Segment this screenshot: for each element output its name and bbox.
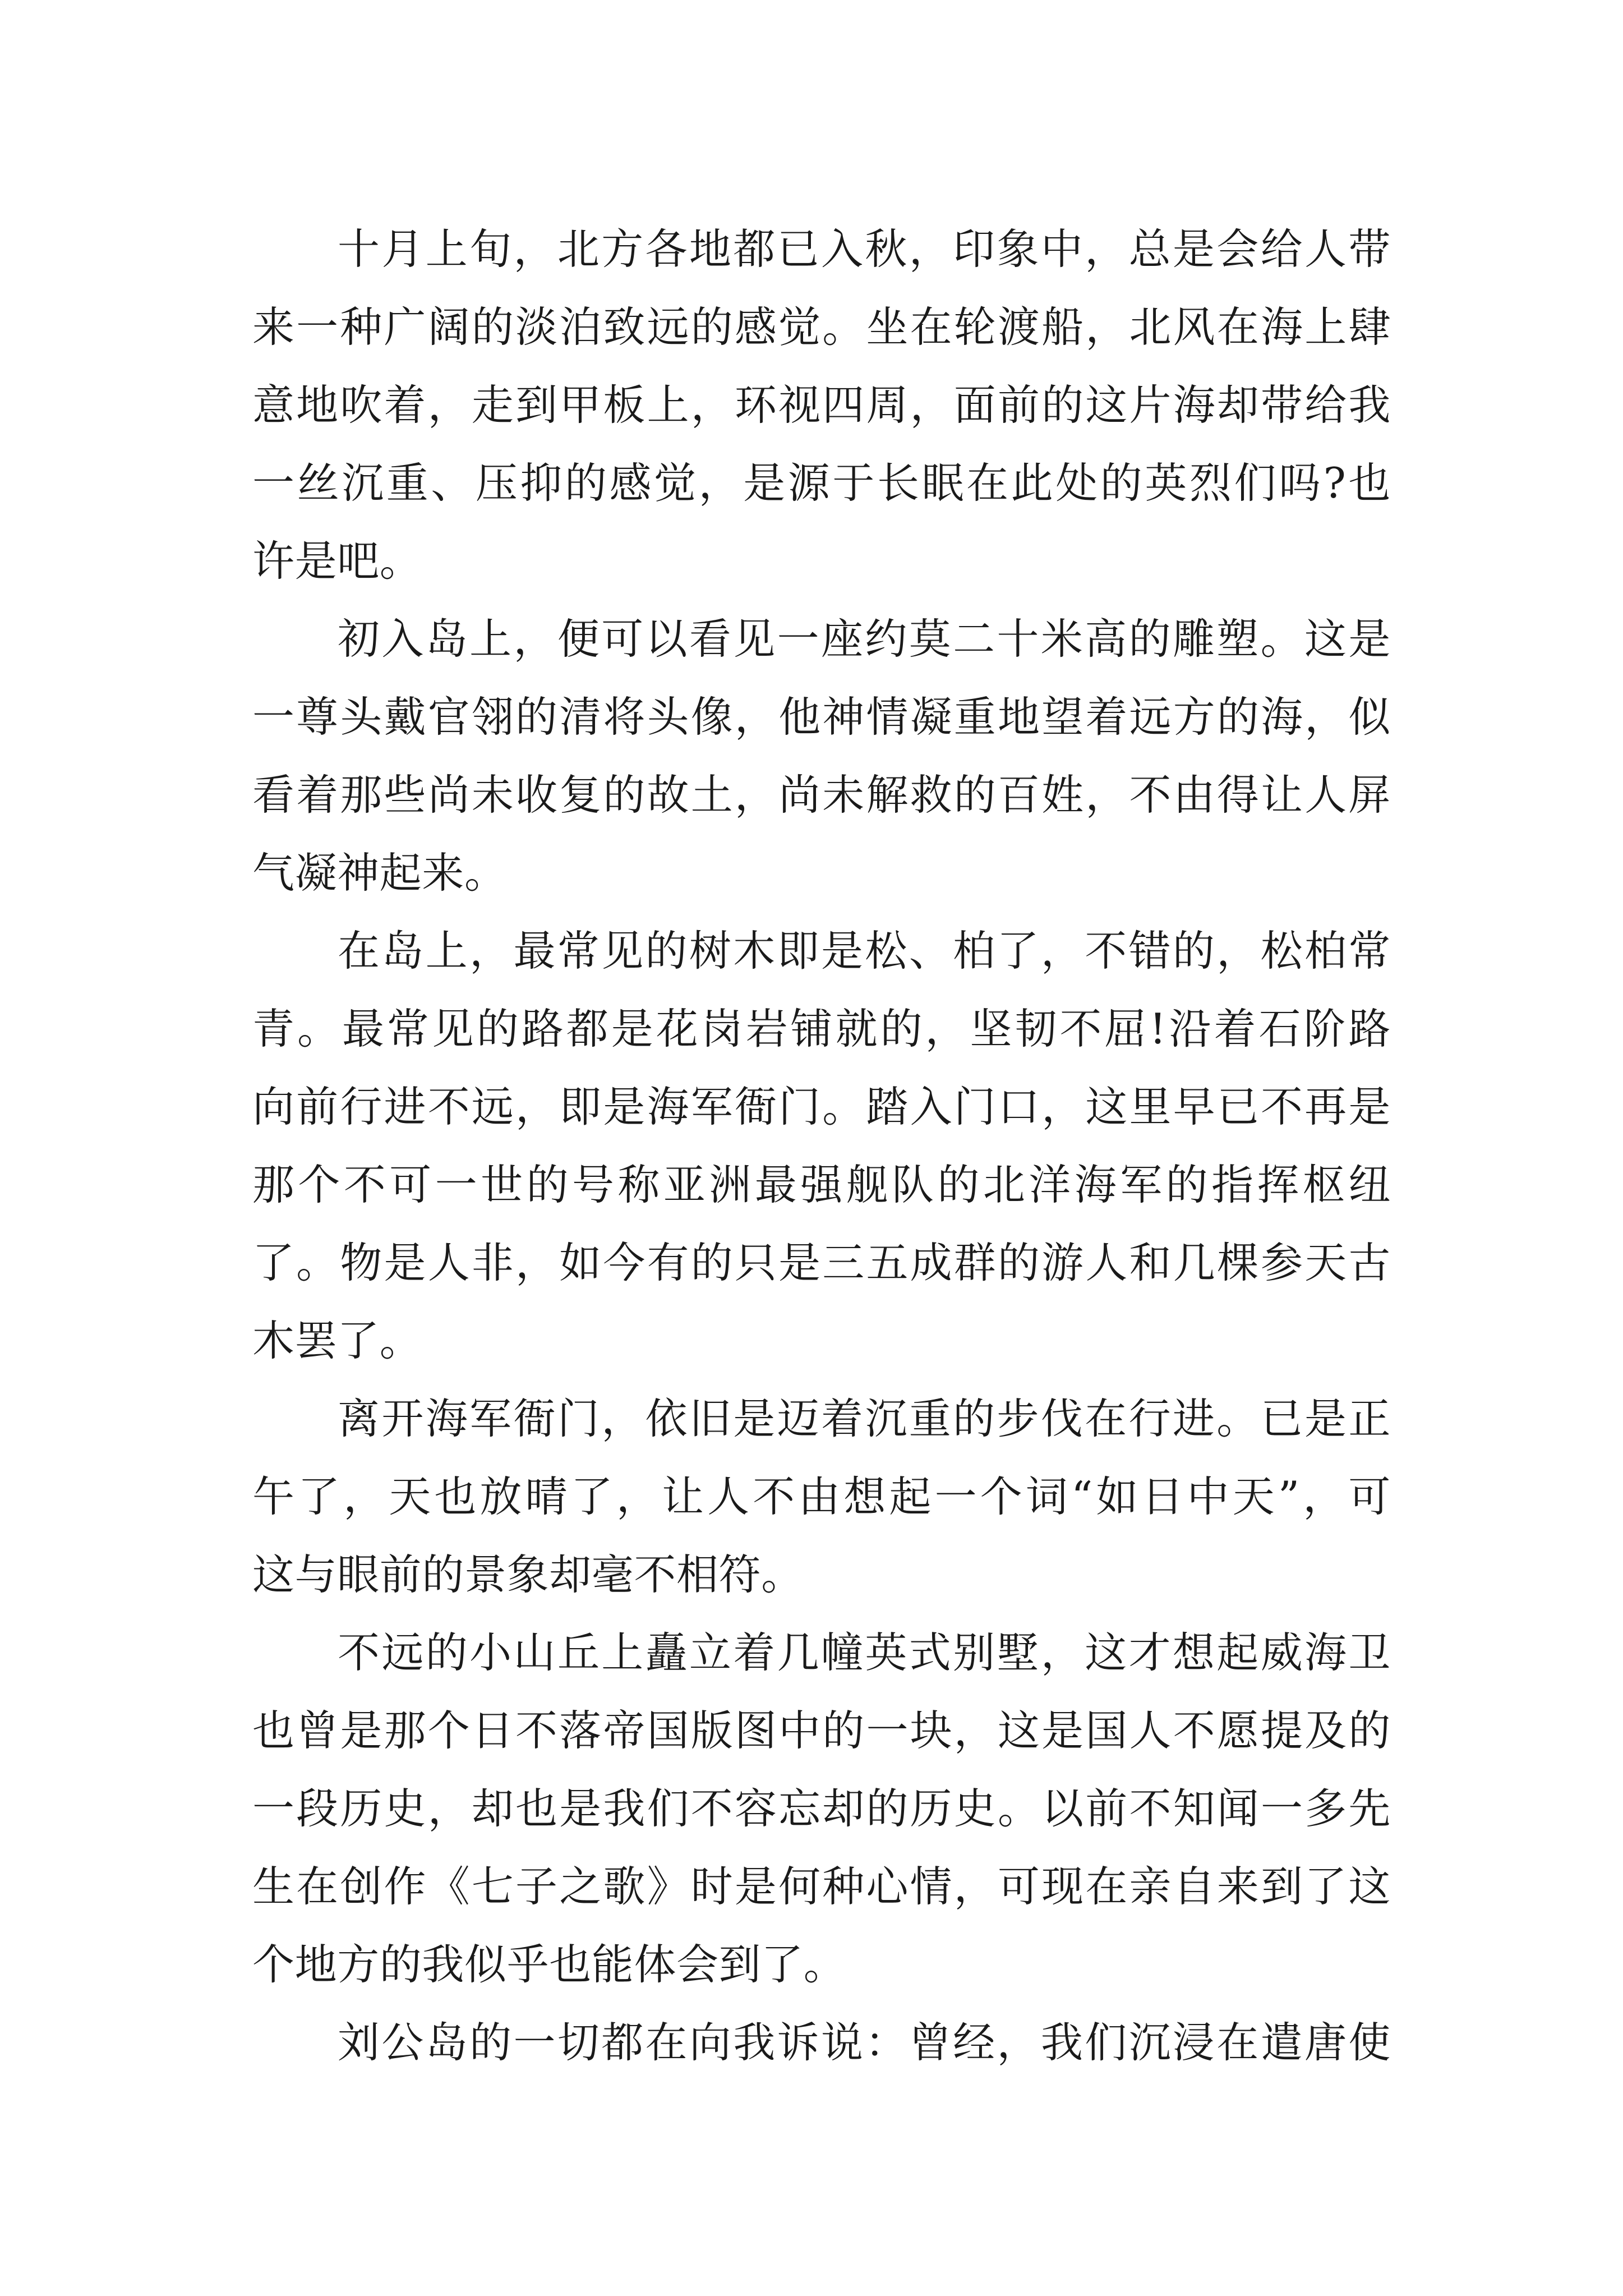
text-line: 初入岛上，便可以看见一座约莫二十米高的雕塑。这是 <box>338 614 1391 664</box>
text-line: 一尊头戴官翎的清将头像，他神情凝重地望着远方的海，似 <box>252 692 1391 742</box>
paragraph-1 <box>252 210 1391 600</box>
text-line: 十月上旬，北方各地都已入秋，印象中，总是会给人带 <box>338 224 1391 274</box>
text-line: 许是吧。 <box>252 536 422 586</box>
paragraph-6 <box>252 2004 1391 2082</box>
text-line: 个地方的我似乎也能体会到了。 <box>252 1940 846 1989</box>
text-line: 气凝神起来。 <box>252 848 507 898</box>
text-line: 离开海军衙门，依旧是迈着沉重的步伐在行进。已是正 <box>338 1394 1391 1443</box>
text-line: 刘公岛的一切都在向我诉说：曾经，我们沉浸在遣唐使 <box>338 2018 1391 2067</box>
text-line: 也曾是那个日不落帝国版图中的一块，这是国人不愿提及的 <box>252 1706 1391 1755</box>
text-line: 青。最常见的路都是花岗岩铺就的，坚韧不屈!沿着石阶路 <box>252 1004 1391 1053</box>
paragraph-4 <box>252 1380 1391 1614</box>
essay-body <box>252 210 1391 2082</box>
text-line: 来一种广阔的淡泊致远的感觉。坐在轮渡船，北风在海上肆 <box>252 302 1391 352</box>
text-line: 意地吹着，走到甲板上，环视四周，面前的这片海却带给我 <box>252 380 1391 430</box>
paragraph-3 <box>252 912 1391 1380</box>
text-line: 这与眼前的景象却毫不相符。 <box>252 1550 804 1599</box>
text-line: 向前行进不远，即是海军衙门。踏入门口，这里早已不再是 <box>252 1082 1391 1131</box>
text-line: 看着那些尚未收复的故土，尚未解救的百姓，不由得让人屏 <box>252 770 1391 820</box>
text-line: 不远的小山丘上矗立着几幢英式别墅，这才想起威海卫 <box>338 1628 1391 1677</box>
text-line: 那个不可一世的号称亚洲最强舰队的北洋海军的指挥枢纽 <box>252 1160 1391 1209</box>
text-line: 生在创作《七子之歌》时是何种心情，可现在亲自来到了这 <box>252 1862 1391 1911</box>
text-line: 了。物是人非，如今有的只是三五成群的游人和几棵参天古 <box>252 1238 1391 1287</box>
text-line: 午了，天也放晴了，让人不由想起一个词“如日中天”，可 <box>252 1472 1391 1521</box>
text-line: 一段历史，却也是我们不容忘却的历史。以前不知闻一多先 <box>252 1784 1391 1833</box>
paragraph-2 <box>252 600 1391 912</box>
paragraph-5 <box>252 1614 1391 2004</box>
text-line: 木罢了。 <box>252 1316 422 1365</box>
text-line: 在岛上，最常见的树木即是松、柏了，不错的，松柏常 <box>338 926 1391 976</box>
text-line: 一丝沉重、压抑的感觉，是源于长眠在此处的英烈们吗?也 <box>252 458 1391 508</box>
